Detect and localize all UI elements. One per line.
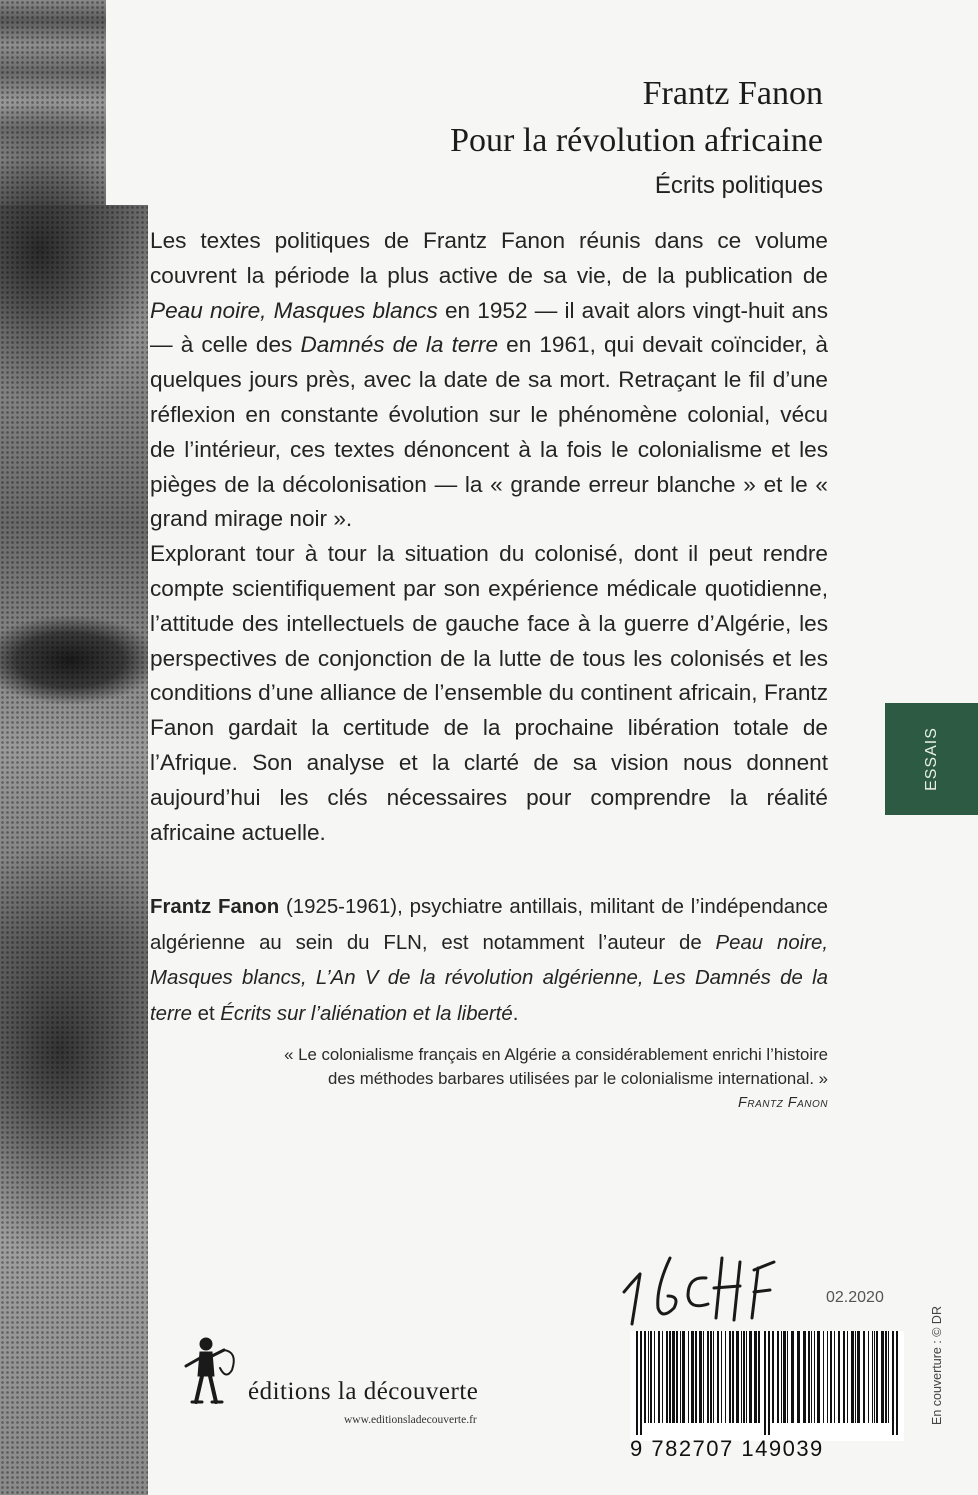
publisher-url: www.editionsladecouverte.fr: [344, 1414, 477, 1426]
barcode-bar: [699, 1331, 702, 1423]
barcode-guard-bar: [896, 1331, 898, 1435]
barcode-bar: [721, 1331, 722, 1423]
essais-tab: [885, 703, 978, 815]
barcode-bar: [648, 1331, 649, 1423]
blurb-text: Les textes politiques de Frantz Fanon réunis dans ce volume couvrent la période la plus active de sa vie, de la publication de: [150, 228, 828, 288]
cover-credit: [892, 1283, 972, 1423]
barcode-bar: [680, 1331, 681, 1423]
barcode-bar: [834, 1331, 835, 1423]
barcode-bar: [857, 1331, 860, 1423]
bio-works: Écrits sur l’aliénation et la liberté: [220, 1002, 513, 1025]
barcode-bar: [743, 1331, 745, 1423]
barcode: [630, 1331, 904, 1441]
barcode-bar: [823, 1331, 824, 1423]
barcode-bar: [843, 1331, 845, 1423]
barcode-bar: [654, 1331, 655, 1423]
barcode-bar: [672, 1331, 675, 1423]
barcode-bar: [874, 1331, 875, 1423]
date-code: 02.2020: [826, 1289, 884, 1306]
barcode-bar: [710, 1331, 712, 1423]
barcode-bar: [863, 1331, 865, 1423]
barcode-bar: [650, 1331, 652, 1423]
barcode-bar: [662, 1331, 663, 1423]
barcode-bar: [749, 1331, 752, 1423]
barcode-bar: [791, 1331, 794, 1423]
barcode-bar: [666, 1331, 668, 1423]
barcode-bar: [885, 1331, 887, 1423]
barcode-bar: [669, 1331, 671, 1423]
barcode-bar: [872, 1331, 873, 1423]
barcode-bar: [797, 1331, 800, 1423]
barcode-bar: [676, 1331, 678, 1423]
barcode-bar: [746, 1331, 747, 1423]
barcode-guard-bar: [636, 1331, 638, 1435]
barcode-bar: [881, 1331, 884, 1423]
barcode-bar: [803, 1331, 806, 1423]
barcode-bar: [827, 1331, 828, 1423]
bio-author-name: Frantz Fanon: [150, 896, 280, 918]
barcode-bar: [830, 1331, 832, 1423]
barcode-bar: [808, 1331, 810, 1423]
publisher-name: éditions la découverte: [248, 1378, 479, 1405]
barcode-bar: [713, 1331, 714, 1423]
cover-photo-upper: [0, 0, 106, 205]
barcode-bar: [717, 1331, 719, 1423]
epigraph-quote: [128, 1043, 828, 1115]
bio-works: Peau noire, Masques blancs, L’An V de la révolution algérienne, Les Damnés de la terre: [150, 931, 829, 1025]
barcode-bars: [630, 1331, 904, 1435]
barcode-bar: [781, 1331, 782, 1423]
author-bio: [150, 890, 828, 1032]
author-name: Frantz Fanon: [642, 75, 823, 112]
barcode-guard-bar: [768, 1331, 770, 1435]
blurb-text: en 1961, qui devait coïncider, à quelques jours près, avec la date de sa mort. Retraçant le fil d’une réflexion en constante évolution sur le phénomène colonial, vécu de l’intérieur, ces textes dénoncent à la fois le colonialisme et les pièges de la décolonisation — la « grande erreur blanche » et le « grand mirage noir ».: [150, 332, 828, 532]
barcode-bar: [783, 1331, 786, 1423]
blurb-paragraph-2: Explorant tour à tour la situation du colonisé, dont il peut rendre compte scientifiquement par son expérience médicale quotidienne, l’attitude des intellectuels de gauche face à la guerre d’Algérie, les perspectives de conjonction de la lutte de tous les colonisés et les conditions d’une alliance de l’ensemble du continent africain, Frantz Fanon gardait la certitude de la prochaine libération totale de l’Afrique. Son analyse et la clarté de sa vision nous donnent aujourd’hui les clés nécessaires pour comprendre la réalité africaine actuelle.: [150, 541, 828, 845]
blurb-paragraph-1: [150, 224, 828, 537]
cover-photo-strip: [0, 0, 148, 1495]
barcode-bar: [658, 1331, 660, 1423]
barcode-bar: [855, 1331, 856, 1423]
barcode-bar: [703, 1331, 704, 1423]
bio-text: (1925-1961), psychiatre antillais, militant de l’indépendance algérienne au sein du FLN, est notamment l’auteur de: [150, 896, 828, 954]
barcode-bar: [736, 1331, 739, 1423]
essais-tab-label: ESSAIS: [922, 727, 940, 791]
blurb-text: en 1952 — il avait alors vingt-huit ans — à celle des: [150, 297, 829, 358]
barcode-bar: [876, 1331, 878, 1423]
barcode-bar: [741, 1331, 742, 1423]
barcode-bar: [725, 1331, 726, 1423]
quote-line-1: « Le colonialisme français en Algérie a considérablement enrichi l’histoire: [284, 1045, 828, 1064]
barcode-bar: [814, 1331, 815, 1423]
barcode-bar: [817, 1331, 820, 1423]
publisher-logo-icon: [180, 1330, 240, 1410]
barcode-bar: [691, 1331, 694, 1423]
barcode-bar: [754, 1331, 757, 1423]
barcode-bar: [695, 1331, 697, 1423]
barcode-bar: [851, 1331, 854, 1423]
barcode-bar: [758, 1331, 760, 1423]
barcode-bar: [868, 1331, 869, 1423]
barcode-bar: [787, 1331, 788, 1423]
cover-credit-text: En couverture : © DR: [930, 1306, 944, 1425]
title-block: [450, 72, 823, 206]
barcode-bar: [772, 1331, 774, 1423]
bio-text: .: [512, 1002, 519, 1025]
barcode-bar: [732, 1331, 734, 1423]
blurb: [150, 224, 828, 850]
barcode-guard-bar: [892, 1331, 894, 1435]
quote-line-2: des méthodes barbares utilisées par le colonialisme international. »: [328, 1069, 828, 1088]
quote-author: Frantz Fanon: [738, 1095, 828, 1111]
barcode-guard-bar: [764, 1331, 766, 1435]
barcode-guard-bar: [640, 1331, 642, 1435]
barcode-bar: [707, 1331, 709, 1423]
barcode-bar: [682, 1331, 685, 1423]
book-title: Pour la révolution africaine: [450, 122, 823, 159]
barcode-bar: [847, 1331, 848, 1423]
book-subtitle: Écrits politiques: [654, 172, 823, 199]
barcode-bar: [838, 1331, 840, 1423]
handwritten-price: [618, 1248, 780, 1326]
barcode-bar: [644, 1331, 646, 1423]
bio-text: et: [191, 1002, 221, 1025]
blurb-title-ref: Damnés de la terre: [300, 332, 499, 358]
isbn-number: 9 782707 149039: [630, 1436, 824, 1461]
barcode-bar: [729, 1331, 731, 1423]
blurb-title-ref: Peau noire, Masques blancs: [150, 297, 438, 323]
barcode-bar: [888, 1331, 889, 1423]
barcode-bar: [777, 1331, 779, 1423]
barcode-bar: [811, 1331, 812, 1423]
barcode-bar: [688, 1331, 689, 1423]
